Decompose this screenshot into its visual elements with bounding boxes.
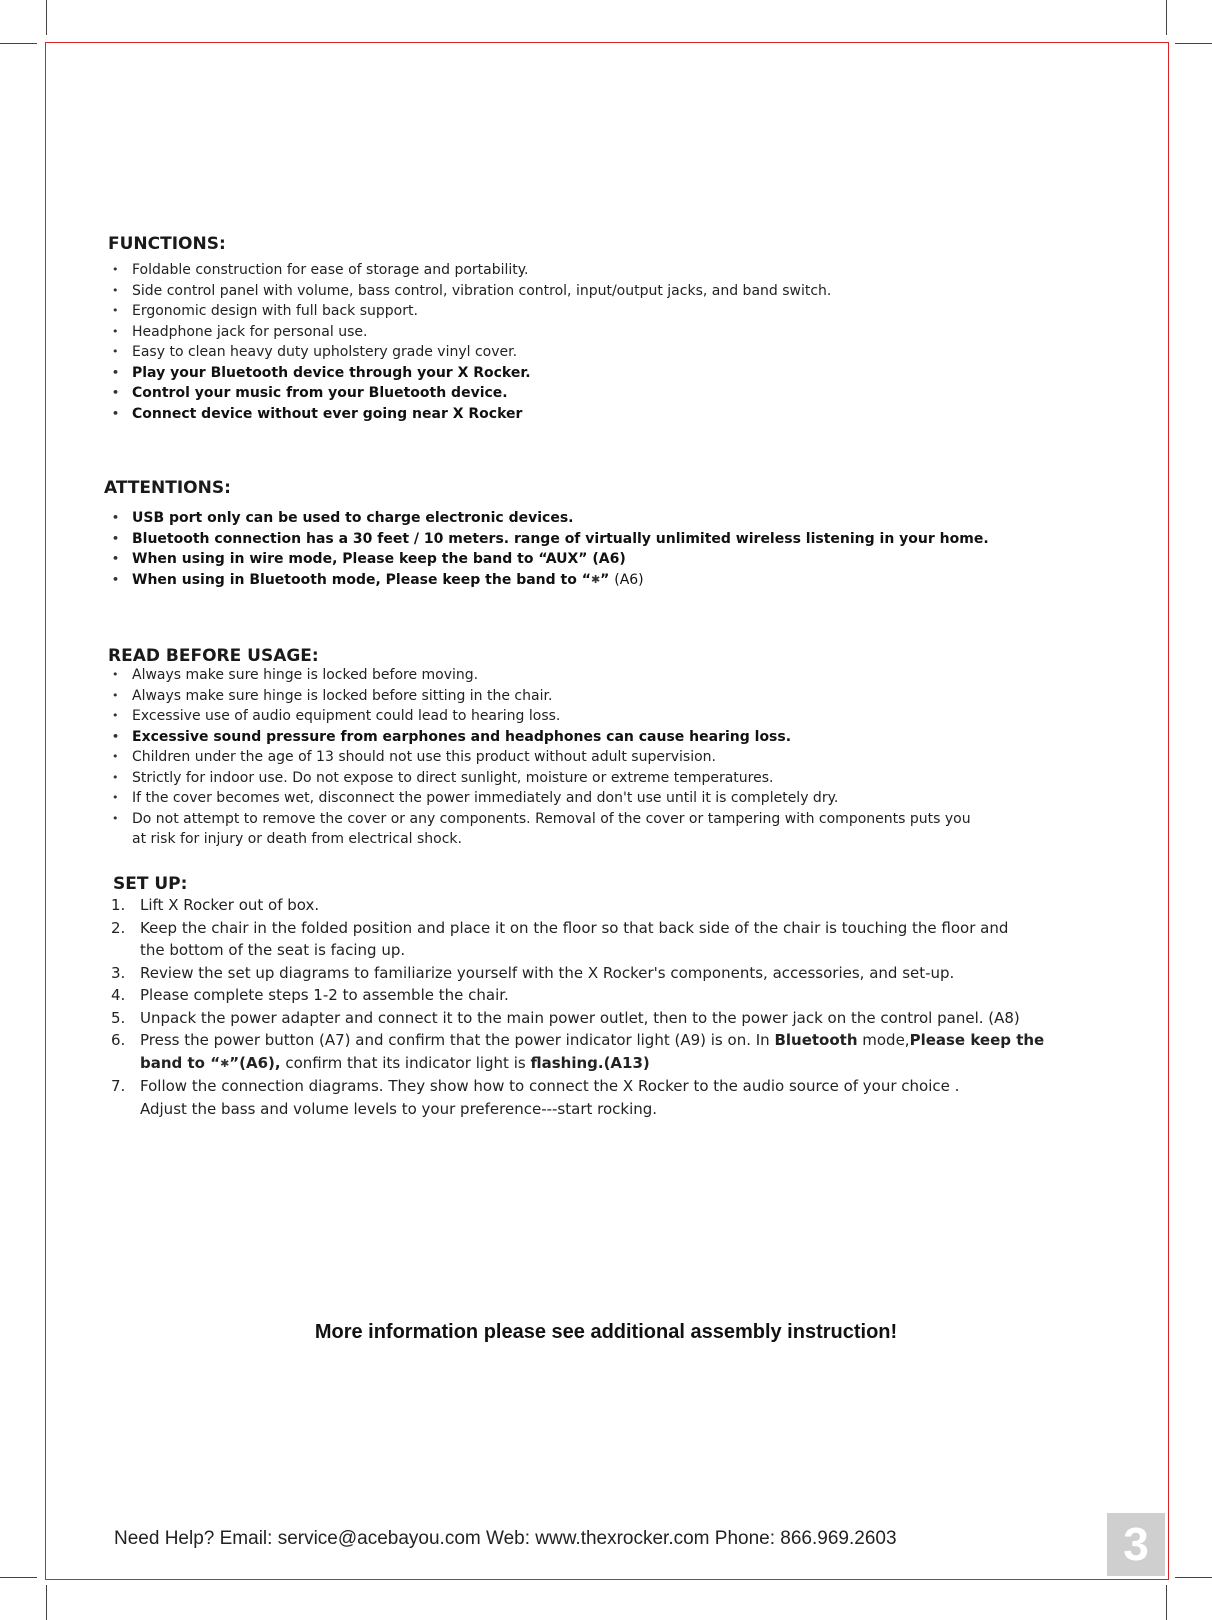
list-item: • Always make sure hinge is locked before moving. (112, 665, 971, 686)
list-item-line: at risk for injury or death from electrical shock. (132, 831, 462, 847)
step-number: 1. (111, 896, 126, 914)
read-before-list (112, 665, 971, 850)
more-info-note: More information please see additional assembly instruction! (314, 1321, 898, 1343)
list-item: • Easy to clean heavy duty upholstery grade vinyl cover. (112, 342, 831, 363)
step-item (111, 1007, 1044, 1030)
step-number: 5. (111, 1008, 126, 1027)
step-number: 4. (111, 986, 126, 1004)
list-item: • Headphone jack for personal use. (112, 322, 831, 343)
crop-mark (1175, 1577, 1212, 1578)
page-number: 3 (1107, 1513, 1165, 1576)
step-text: Adjust the bass and volume levels to your preference---start rocking. (140, 1099, 658, 1118)
step-text: Please keep the (909, 1031, 1045, 1049)
step-number: 2. (111, 918, 126, 937)
crop-mark (1166, 1585, 1167, 1620)
bluetooth-icon: ✱ (590, 572, 601, 586)
list-item: • Always make sure hinge is locked before sitting in the chair. (112, 686, 971, 707)
list-item: • Ergonomic design with full back support. (112, 301, 831, 322)
list-item: • Side control panel with volume, bass control, vibration control, input/output jacks, and band switch. (112, 281, 831, 302)
step-text: Review the set up diagrams to familiarize yourself with the X Rocker's components, accessories, and set-up. (140, 963, 955, 982)
step-text: flashing.(A13) (530, 1053, 650, 1072)
step-text: Lift X Rocker out of box. (140, 896, 320, 914)
list-item: • Excessive use of audio equipment could lead to hearing loss. (112, 706, 971, 727)
step-item (111, 1029, 1044, 1075)
list-item: • Control your music from your Bluetooth device. (112, 383, 831, 404)
step-number: 3. (111, 963, 126, 982)
step-text: confirm that its indicator light is (280, 1053, 531, 1072)
list-item: • Strictly for indoor use. Do not expose to direct sunlight, moisture or extreme temperatures. (112, 768, 971, 789)
setup-title: SET UP: (113, 874, 188, 894)
step-text: Keep the chair in the folded position and place it on the floor so that back side of the chair is touching the floor and (140, 918, 1009, 937)
step-item (111, 984, 1044, 1007)
step-item (111, 962, 1044, 985)
crop-mark (0, 1577, 37, 1578)
list-item: • When using in wire mode, Please keep the band to “AUX” (A6) (112, 549, 989, 570)
list-item-line: • Do not attempt to remove the cover or any components. Removal of the cover or tampering with components puts you (132, 810, 971, 827)
crop-mark (46, 1585, 47, 1620)
help-contact: Need Help? Email: service@acebayou.com Web: www.thexrocker.com Phone: 866.969.2603 (114, 1528, 897, 1549)
step-text: band to “ (140, 1053, 221, 1072)
step-text: Please complete steps 1-2 to assemble the chair. (140, 986, 509, 1004)
list-item: • Foldable construction for ease of storage and portability. (112, 260, 831, 281)
bt-item-prefix: When using in Bluetooth mode, Please keep the band to “ (132, 571, 591, 588)
crop-mark (0, 43, 37, 44)
crop-mark (1175, 43, 1212, 44)
step-number: 6. (111, 1031, 126, 1049)
list-item: • Play your Bluetooth device through your X Rocker. (112, 363, 831, 384)
list-item: • Connect device without ever going near X Rocker (112, 404, 831, 425)
step-text: Bluetooth (774, 1031, 858, 1049)
setup-steps (111, 894, 1044, 1120)
list-item (112, 809, 971, 850)
list-item: • If the cover becomes wet, disconnect the power immediately and don't use until it is completely dry. (112, 788, 971, 809)
list-item: • Excessive sound pressure from earphones and headphones can cause hearing loss. (112, 727, 971, 748)
step-text: Unpack the power adapter and connect it to the main power outlet, then to the power jack on the control panel. (A8) (140, 1008, 1020, 1027)
step-item (111, 917, 1044, 962)
attentions-list (112, 508, 989, 590)
attentions-title: ATTENTIONS: (104, 478, 231, 498)
list-item: • USB port only can be used to charge electronic devices. (112, 508, 989, 529)
list-item (112, 570, 989, 591)
bluetooth-icon: ✱ (220, 1056, 230, 1070)
step-text: Press the power button (A7) and confirm that the power indicator light (A9) is on. In (140, 1031, 775, 1049)
step-item (111, 894, 1044, 917)
functions-list (112, 260, 831, 424)
step-text: ”(A6), (229, 1053, 281, 1072)
step-text: the bottom of the seat is facing up. (140, 941, 406, 959)
crop-mark (1166, 0, 1167, 35)
crop-mark (46, 0, 47, 35)
step-text: mode, (857, 1031, 910, 1049)
step-number: 7. (111, 1077, 126, 1095)
read-before-title: READ BEFORE USAGE: (108, 646, 319, 666)
list-item: • Children under the age of 13 should not use this product without adult supervision. (112, 747, 971, 768)
functions-title: FUNCTIONS: (108, 234, 226, 254)
list-item: • Bluetooth connection has a 30 feet / 10 meters. range of virtually unlimited wireless listening in your home. (112, 529, 989, 550)
step-item (111, 1075, 1044, 1120)
step-text: Follow the connection diagrams. They show how to connect the X Rocker to the audio source of your choice . (140, 1077, 960, 1095)
bt-item-ref: (A6) (614, 571, 644, 588)
bt-item-suffix: ” (600, 571, 610, 588)
